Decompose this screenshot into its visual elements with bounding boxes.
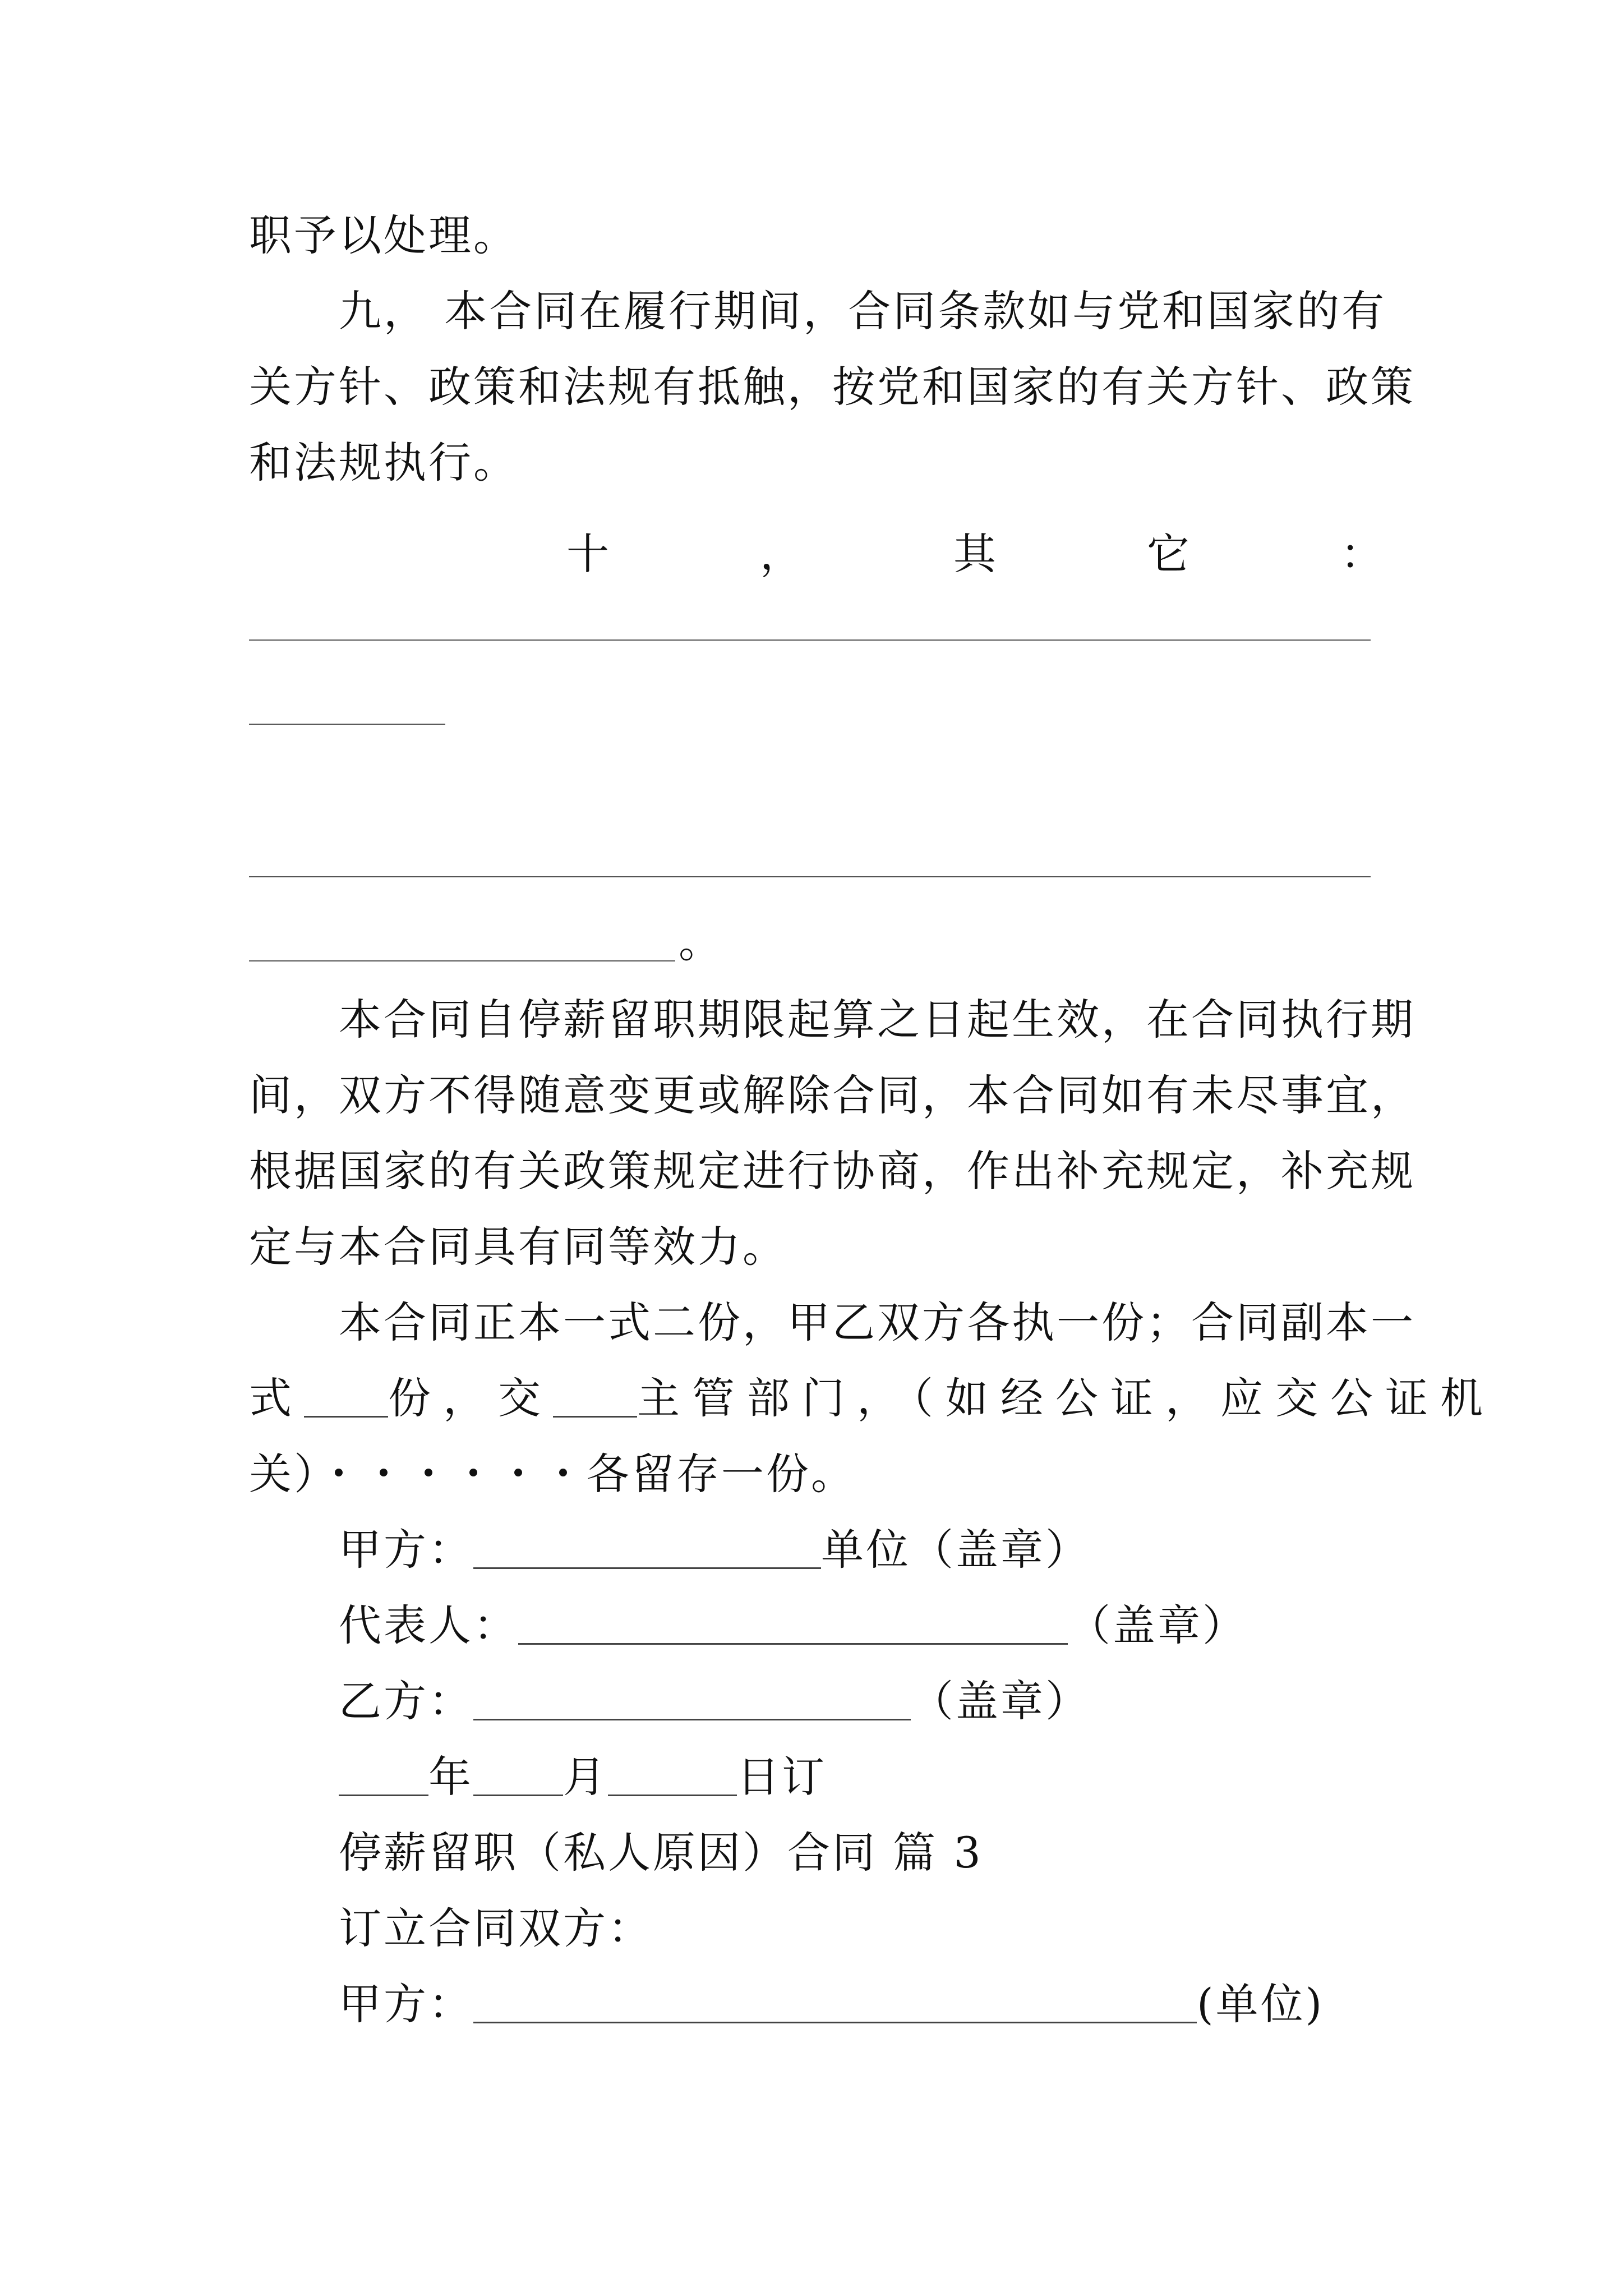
copies-clause: 本合同正本一式二份，甲乙双方各执一份；合同副本一: [339, 1297, 1415, 1347]
section-3-party-a: 甲方： (单位): [339, 1979, 1325, 2029]
clause-ten-number: 十: [566, 529, 611, 579]
text-line: 间，双方不得随意变更或解除合同，本合同如有未尽事宜，: [249, 1070, 1415, 1120]
copies-count-blank[interactable]: [304, 1377, 388, 1418]
party-a-signature: 甲方： 单位（盖章）: [339, 1525, 1090, 1575]
text-line: 定与本合同具有同等效力。: [249, 1222, 787, 1272]
party-b-signature: 乙方： （盖章）: [339, 1676, 1090, 1726]
copies-line: 式 份，交 主管部门，（如经公证，应交公证机: [249, 1373, 1495, 1423]
text-line: 职予以处理。: [249, 210, 518, 260]
blank-line: [249, 724, 445, 725]
clause-ten-word-1: 其: [953, 529, 998, 579]
text-line: 和法规执行。: [249, 438, 518, 487]
blank-line: [249, 639, 1371, 641]
representative-signature: 代表人： （盖章）: [339, 1600, 1247, 1650]
effective-clause: 本合同自停薪留职期限起算之日起生效，在合同执行期: [339, 995, 1415, 1045]
day-blank[interactable]: [608, 1755, 737, 1796]
party-a-blank[interactable]: [473, 1528, 821, 1569]
month-blank[interactable]: [473, 1755, 563, 1796]
blank-line: [249, 960, 675, 961]
clause-ten-comma: ，: [760, 529, 805, 579]
signing-date: 年 月 日订: [339, 1749, 1393, 1805]
text-line: 根据国家的有关政策规定进行协商，作出补充规定，补充规: [249, 1146, 1415, 1196]
clause-nine: 九， 本合同在履行期间，合同条款如与党和国家的有: [339, 286, 1387, 336]
text-line: 关方针、政策和法规有抵触，按党和国家的有关方针、政策: [249, 362, 1415, 412]
party-b-blank[interactable]: [473, 1680, 911, 1720]
section-3-title: 停薪留职（私人原因）合同 篇 3: [339, 1828, 983, 1878]
clause-ten-word-2: 它: [1147, 529, 1192, 579]
section-3-party-a-blank[interactable]: [473, 1982, 1197, 2023]
representative-blank[interactable]: [518, 1604, 1068, 1645]
text-line: 关）・・・・・・各留存一份。: [249, 1449, 856, 1499]
blank-line-end-mark: 。: [679, 917, 723, 967]
clause-ten-heading: [566, 526, 1385, 582]
blank-line: [249, 876, 1371, 877]
clause-ten-colon: ：: [1340, 529, 1385, 579]
contract-parties-label: 订立合同双方：: [339, 1903, 653, 1953]
department-blank[interactable]: [553, 1377, 637, 1418]
year-blank[interactable]: [339, 1755, 428, 1796]
